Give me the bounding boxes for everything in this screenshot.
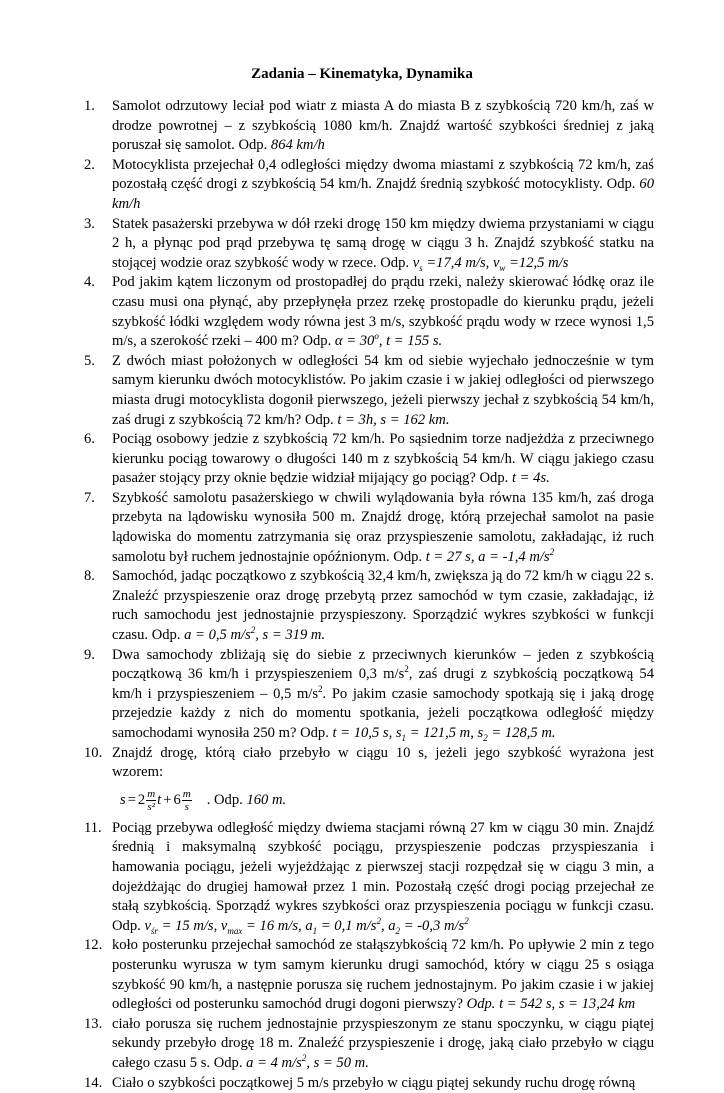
document-title: Zadania – Kinematyka, Dynamika (0, 66, 724, 83)
problem-item (84, 1074, 654, 1093)
problem-item (84, 646, 654, 744)
problem-number: 10. (84, 744, 108, 764)
problem-number: 14. (84, 1074, 108, 1093)
problem-item (84, 352, 654, 430)
problem-item (84, 156, 654, 215)
problem-text: Samochód, jadąc początkowo z szybkością 32,4 km/h, zwiększa ją do 72 km/h w ciągu 22 s. Znaleźć przyspieszenie oraz drogę przebytą przez samochód w tym czasie, zakładając, iż ruch samochodu jest jednostajnie przyspieszony. Sporządzić wykres szybkości w funkcji czasu. Odp. a = 0,5 $m/s^2$, s = 319 m. (112, 568, 654, 643)
problem-item (84, 97, 654, 156)
problem-text: Ciało o szybkości początkowej 5 m/s przebyło w ciągu piątej sekundy ruchu drogę równą (112, 1075, 635, 1091)
problem-text: Znajdź drogę, którą ciało przebyło w ciągu 10 s, jeżeli jego szybkość wyrażona jest wzorem: (112, 745, 654, 781)
problem-text: Dwa samochody zbliżają się do siebie z przeciwnych kierunków – jeden z szybkością początkową 36 km/h i przyspieszeniem 0,3 $m/s^2$, zaś drugi z szybkością początkową 54 km/h i przyspieszeniem – 0,5 $m/s^2$. Po jakim czasie samochody spotkają się i jaką drogę przejedzie każdy z nich do momentu spotkania, jeżeli początkowa odległość między samochodami wynosiła 250 m? Odp. t = 10,5 s, $s_1 = 121,5$ m, $s_2 = 128,5$ m. (112, 647, 654, 741)
problem-text: ciało porusza się ruchem jednostajnie przyspieszonym ze stanu spoczynku, w ciągu piątej sekundy przebyło drogę 18 m. Znaleźć przyspieszenie i drogę, jaką ciało przebyło w ciągu całego czasu 5 s. Odp. a = 4 $m/s^2$, s = 50 m. (112, 1016, 654, 1071)
problem-item (84, 819, 654, 937)
problem-text: Pod jakim kątem liczonym od prostopadłej do prądu rzeki, należy skierować łódkę oraz ile czasu musi ona płynąć, aby przepłynęła przez rzekę prostopadle do kierunku prądu, jeżeli szybkość łódki względem wody równa jest 3 m/s, szybkość prądu wody w rzece wynosi 1,5 m/s, a szerokość rzeki – 400 m? Odp. $\alpha = 30^o$, t = 155 s. (112, 274, 654, 349)
problem-number: 7. (84, 489, 108, 509)
problem-item (84, 567, 654, 645)
problem-number: 13. (84, 1015, 108, 1035)
problem-number: 8. (84, 567, 108, 587)
problem-number: 3. (84, 215, 108, 235)
problem-text: Z dwóch miast położonych w odległości 54 km od siebie wyjechało jednocześnie w tym samym kierunku dwóch motocyklistów. Po jakim czasie i w jakiej odległości od pierwszego miasta drugi motocyklista dogonił pierwszego, jeżeli pierwszy jechał z szybkością 54 km/h, zaś drugi z szybkością 72 km/h? Odp. t = 3h, s = 162 km. (112, 353, 654, 428)
problem-number: 12. (84, 936, 108, 956)
problem-number: 2. (84, 156, 108, 176)
problem-list (84, 97, 654, 1093)
problem-item (84, 430, 654, 489)
problem-number: 5. (84, 352, 108, 372)
velocity-formula: s = 2 $\frac{m}{\text{s²}}$ t + 6 $\frac{m}{s}$ . Odp. 160 m. (112, 783, 654, 819)
problem-item (84, 273, 654, 351)
problem-text: Motocyklista przejechał 0,4 odległości między dwoma miastami z szybkością 72 km/h, zaś pozostałą część drogi z szybkością 54 km/h. Znajdź średnią szybkość motocyklisty. Odp. 60 km/h (112, 157, 654, 212)
problem-item (84, 936, 654, 1014)
problem-number: 9. (84, 646, 108, 666)
problem-text: Pociąg osobowy jedzie z szybkością 72 km/h. Po sąsiednim torze nadjeżdża z przeciwnego kierunku pociąg towarowy o długości 140 m z szybkością 54 km/h. W ciągu jakiego czasu pasażer stojący przy oknie będzie widział mijający go pociąg? Odp. t = 4s. (112, 431, 654, 486)
problem-item (84, 489, 654, 567)
problem-text: Szybkość samolotu pasażerskiego w chwili wylądowania była równa 135 km/h, zaś droga przebyta na lądowisku wynosiła 500 m. Znajdź drogę, którą przejechał samolot na pasie lądowiska do momentu zatrzymania się oraz przyspieszenie samolotu, zakładając, iż ruch samolotu był ruchem jednostajnie opóźnionym. Odp. t = 27 s, a = -1,4 $m/s^2$ (112, 490, 654, 565)
problem-text: koło posterunku przejechał samochód ze stałąszybkością 72 km/h. Po upływie 2 min z tego posterunku wyrusza w tym samym kierunku drugi samochód, który w ciągu 25 s osiąga szybkość 90 km/h, a następnie porusza się ruchem jednostajnym. Po jakim czasie i w jakiej odległości od posterunku samochód drugi dogoni pierwszy? Odp. t = 542 s, s = 13,24 km (112, 937, 654, 1012)
problem-text: Samolot odrzutowy leciał pod wiatr z miasta A do miasta B z szybkością 720 km/h, zaś w drodze powrotnej – z szybkością 1080 km/h. Znajdź wartość szybkości średniej z jaką poruszał się samolot. Odp. 864 km/h (112, 98, 654, 153)
problem-text: Statek pasażerski przebywa w dół rzeki drogę 150 km między dwiema przystaniami w ciągu 2 h, a płynąc pod prąd przebywa tę samą drogę w ciągu 3 h. Znajdź szybkość statku na stojącej wodzie oraz szybkość wody w rzece. Odp. $v_s =17,4$ m/s, $v_w =12,5$ m/s (112, 216, 654, 271)
problem-number: 11. (84, 819, 108, 839)
problem-text: Pociąg przebywa odległość między dwiema stacjami równą 27 km w ciągu 30 min. Znajdź średnią i maksymalną szybkość pociągu, przyspieszenie podczas przyspieszania i hamowania pociągu, jeżeli wyjeżdżając z pierwszej stacji rozpędzał się w ciągu 3 min, a dojeżdżając do drugiej hamował przez 1 min. Pozostałą część drogi pociąg przejechał ze stałą szybkością. Sporządź wykres szybkości oraz przyspieszenia pociągu w funkcji czasu. Odp. $v_{śr} = 15$ m/s, $v_{max} = 16$ m/s, $a_1 = 0,1$ $m/s^2$, $a_2 = -0,3$ $m/s^2$ (112, 820, 654, 934)
problem-number: 1. (84, 97, 108, 117)
problem-number: 4. (84, 273, 108, 293)
problem-item (84, 744, 654, 819)
problem-number: 6. (84, 430, 108, 450)
problem-item (84, 215, 654, 274)
